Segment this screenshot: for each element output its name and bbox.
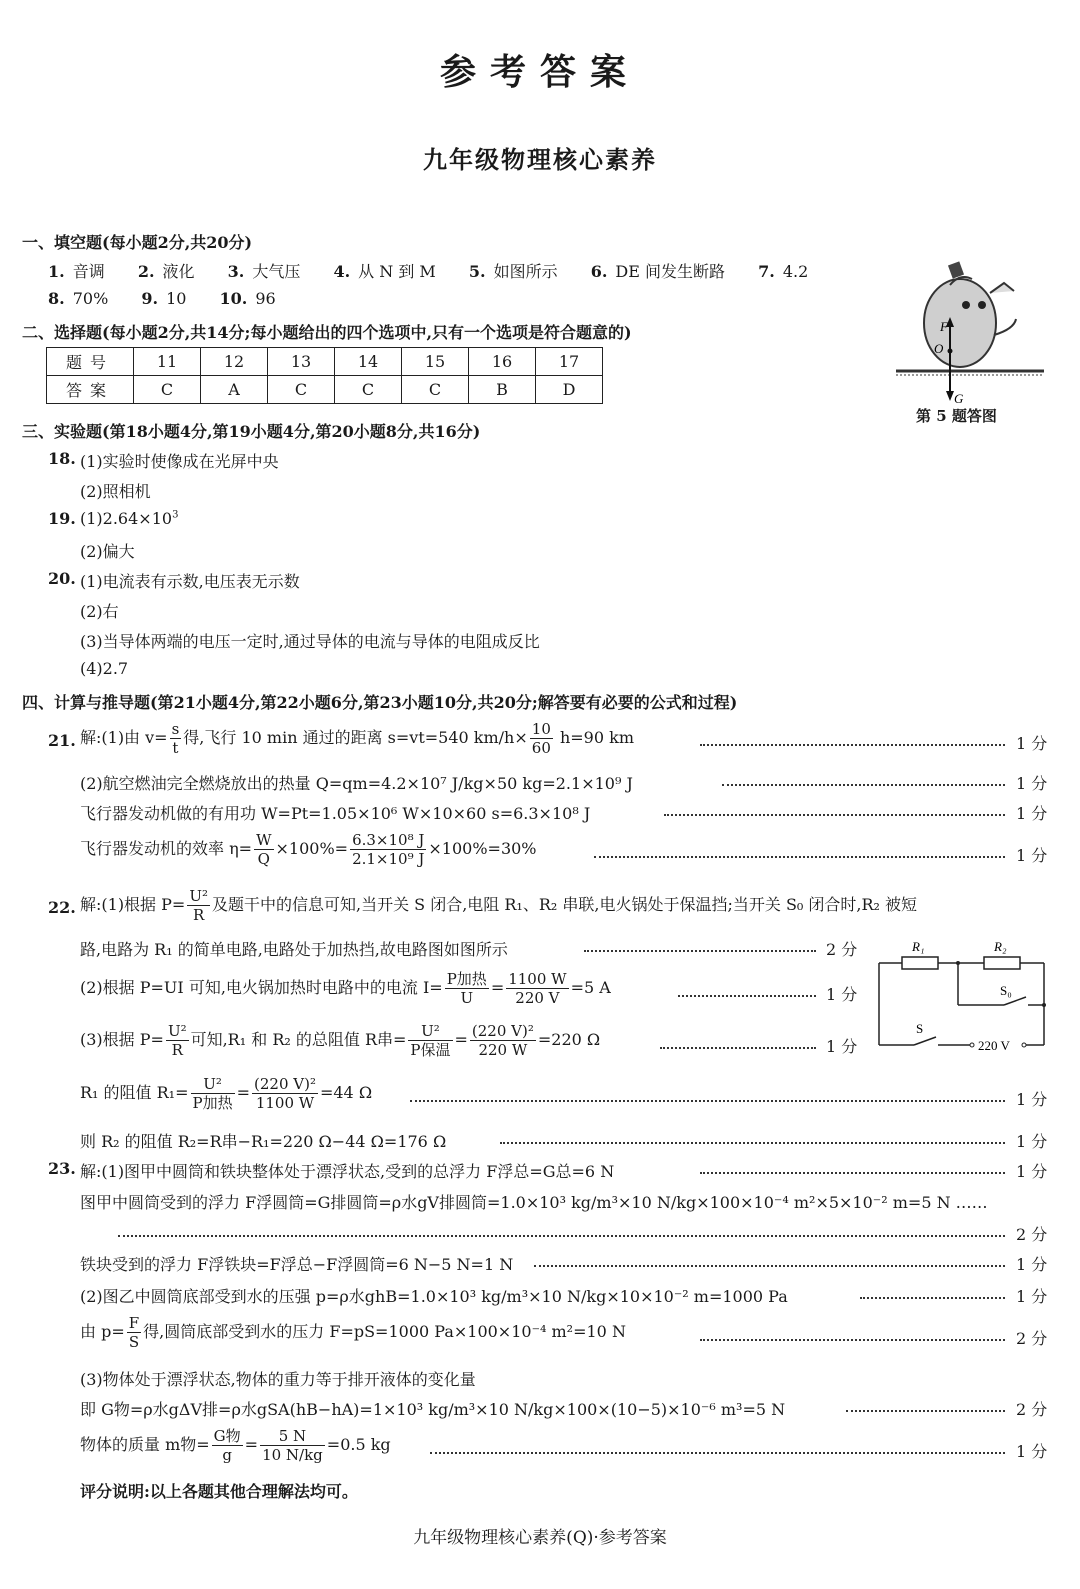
q18-answer-1: (1)实验时使像成在光屏中央 bbox=[80, 452, 279, 471]
switch-s0 bbox=[1004, 997, 1026, 1005]
svg-text:S₀: S₀ bbox=[1000, 983, 1012, 998]
section-experiment-heading: 三、实验题(第18小题4分,第19小题4分,第20小题8分,共16分) bbox=[22, 422, 481, 441]
fill-answer-8: 8. 70% bbox=[48, 289, 109, 308]
q22-score-6: 1 分 bbox=[1016, 1132, 1048, 1151]
q18-answer-2: (2)照相机 bbox=[80, 482, 151, 501]
circuit-diagram bbox=[874, 935, 1054, 1060]
q23-line-7: 即 G物=ρ水gΔV排=ρ水gSA(hB−hA)=1×10³ kg/m³×10 N/kg×100×(10−5)×10⁻⁶ m³=5 N bbox=[80, 1400, 786, 1419]
q22-line-4: (3)根据 P= $\frac{\text{U²}}{R}$ 可知,R₁ 和 R₂ 的总阻值 R串= $\frac{\text{U²}}{\text{P保温}}$ = $\frac{\text{(220 V)²}}{220 W}$ =220 Ω bbox=[80, 1022, 601, 1059]
q20-number: 20. bbox=[48, 569, 76, 588]
q23-score-4: 1 分 bbox=[1016, 1287, 1048, 1306]
fill-answer-5: 5. 如图所示 bbox=[468, 262, 558, 281]
q23-line-1: 解:(1)图甲中圆筒和铁块整体处于漂浮状态,受到的总浮力 F浮总=G总=6 N bbox=[80, 1162, 615, 1181]
section-choice-heading: 二、选择题(每小题2分,共14分;每小题给出的四个选项中,只有一个选项是符合题意的) bbox=[22, 323, 632, 342]
q23-score-2: 2 分 bbox=[1016, 1225, 1048, 1244]
q18-number: 18. bbox=[48, 449, 76, 468]
q21-score-3: 1 分 bbox=[1016, 804, 1048, 823]
q20-answer-4: (4)2.7 bbox=[80, 659, 129, 678]
q21-score-1: 1 分 bbox=[1016, 734, 1048, 753]
fill-answer-7: 7. 4.2 bbox=[758, 262, 809, 281]
q23-line-2: 图甲中圆筒受到的浮力 F浮圆筒=G排圆筒=ρ水gV排圆筒=1.0×10³ kg/m³×10 N/kg×100×10⁻⁴ m²×5×10⁻² m=5 N …… bbox=[80, 1193, 988, 1212]
q21-score-4: 1 分 bbox=[1016, 846, 1048, 865]
q21-line-1: 解:(1)由 v= $\frac{s}{t}$ 得,飞行 10 min 通过的距离 s=vt=540 km/h× $\frac{10}{60}$ h=90 km bbox=[80, 720, 634, 757]
table-row: 答案 C A C C C B D bbox=[47, 376, 603, 404]
fill-answer-10: 10. 96 bbox=[219, 289, 276, 308]
q19-number: 19. bbox=[48, 509, 76, 528]
table-header-cell: 答案 bbox=[47, 376, 134, 404]
q22-number: 22. bbox=[48, 898, 76, 917]
section-fill-heading: 一、填空题(每小题2分,共20分) bbox=[22, 233, 253, 252]
section-calc-heading: 四、计算与推导题(第21小题4分,第22小题6分,第23小题10分,共20分;解答要有必要的公式和过程) bbox=[22, 693, 738, 712]
choice-answer-table bbox=[46, 347, 603, 404]
q23-line-8: 物体的质量 m物= $\frac{\text{G物}}{g}$ = $\frac{5 N}{10 N/kg}$ =0.5 kg bbox=[80, 1427, 391, 1464]
q23-line-3: 铁块受到的浮力 F浮铁块=F浮总−F浮圆筒=6 N−5 N=1 N bbox=[80, 1255, 514, 1274]
question-5-figure bbox=[890, 255, 1050, 405]
page-footer: 九年级物理核心素养(Q)·参考答案 bbox=[413, 1528, 667, 1548]
q22-score-5: 1 分 bbox=[1016, 1090, 1048, 1109]
q23-score-5: 2 分 bbox=[1016, 1329, 1048, 1348]
page-subtitle: 九年级物理核心素养 bbox=[423, 145, 657, 174]
q22-line-3: (2)根据 P=UI 可知,电火锅加热时电路中的电流 I= $\frac{\text{P加热}}{U}$ = $\frac{1100 W}{220 V}$ =5 A bbox=[80, 970, 611, 1007]
fill-answer-3: 3. 大气压 bbox=[227, 262, 301, 281]
q22-line-6: 则 R₂ 的阻值 R₂=R串−R₁=220 Ω−44 Ω=176 Ω bbox=[80, 1132, 447, 1151]
q23-score-3: 1 分 bbox=[1016, 1255, 1048, 1274]
resistor-r2 bbox=[984, 957, 1020, 969]
q23-score-1: 1 分 bbox=[1016, 1162, 1048, 1181]
svg-text:S: S bbox=[916, 1021, 924, 1036]
page-title: 参考答案 bbox=[439, 51, 640, 93]
q23-line-6: (3)物体处于漂浮状态,物体的重力等于排开液体的变化量 bbox=[80, 1370, 476, 1389]
q20-answer-1: (1)电流表有示数,电压表无示数 bbox=[80, 572, 300, 591]
fill-answer-6: 6. DE 间发生断路 bbox=[590, 262, 726, 281]
q23-line-5: 由 p= $\frac{F}{S}$ 得,圆筒底部受到水的压力 F=pS=1000 Pa×100×10⁻⁴ m²=10 N bbox=[80, 1314, 626, 1351]
svg-text:R₁: R₁ bbox=[912, 939, 925, 954]
q20-answer-2: (2)右 bbox=[80, 602, 119, 621]
q22-line-2: 路,电路为 R₁ 的简单电路,电路处于加热挡,故电路图如图所示 bbox=[80, 940, 508, 959]
grading-note: 评分说明:以上各题其他合理解法均可。 bbox=[80, 1482, 358, 1501]
svg-text:R₂: R₂ bbox=[994, 939, 1007, 954]
q23-line-4: (2)图乙中圆筒底部受到水的压强 p=ρ水ghB=1.0×10³ kg/m³×10 N/kg×10×10⁻² m=1000 Pa bbox=[80, 1287, 788, 1306]
q23-score-8: 1 分 bbox=[1016, 1442, 1048, 1461]
figure-5-caption: 第 5 题答图 bbox=[916, 407, 997, 425]
q19-answer-2: (2)偏大 bbox=[80, 542, 135, 561]
q20-answer-3: (3)当导体两端的电压一定时,通过导体的电流与导体的电阻成反比 bbox=[80, 632, 540, 651]
fill-answers-line-1 bbox=[48, 259, 836, 282]
q22-line-1: 解:(1)根据 P= $\frac{\text{U²}}{R}$ 及题干中的信息可知,当开关 S 闭合,电阻 R₁、R₂ 串联,电火锅处于保温挡;当开关 S₀ 闭合时,R₂ 被短 bbox=[80, 887, 918, 924]
switch-s bbox=[914, 1037, 936, 1045]
q22-score-2: 2 分 bbox=[826, 940, 858, 959]
q21-line-3: 飞行器发动机做的有用功 W=Pt=1.05×10⁶ W×10×60 s=6.3×10⁸ J bbox=[80, 804, 591, 823]
q19-answer-1: $(1)2.64\times 10^3$ bbox=[80, 509, 179, 528]
fill-answer-9: 9. 10 bbox=[141, 289, 187, 308]
q21-line-2: (2)航空燃油完全燃烧放出的热量 Q=qm=4.2×10⁷ J/kg×50 kg=2.1×10⁹ J bbox=[80, 774, 633, 793]
fill-answers-line-2 bbox=[48, 289, 304, 308]
svg-text:F: F bbox=[940, 319, 948, 334]
fill-answer-1: 1. 音调 bbox=[48, 262, 105, 281]
q21-number: 21. bbox=[48, 731, 76, 750]
q22-score-3: 1 分 bbox=[826, 985, 858, 1004]
table-row: 题号 11 12 13 14 15 16 17 bbox=[47, 348, 603, 376]
q23-number: 23. bbox=[48, 1159, 76, 1178]
table-header-cell: 题号 bbox=[47, 348, 134, 376]
q22-line-5: R₁ 的阻值 R₁= $\frac{\text{U²}}{\text{P加热}}$ = $\frac{\text{(220 V)²}}{1100 W}$ =44 Ω bbox=[80, 1075, 373, 1112]
svg-text:220 V: 220 V bbox=[978, 1038, 1010, 1053]
svg-text:G: G bbox=[954, 391, 964, 405]
q23-score-7: 2 分 bbox=[1016, 1400, 1048, 1419]
resistor-r1 bbox=[902, 957, 938, 969]
q21-line-4: 飞行器发动机的效率 η= $\frac{W}{Q}$ ×100%= $\frac{\text{6.3×10⁸ J}}{\text{2.1×10⁹ J}}$ ×100%=30% bbox=[80, 831, 537, 868]
fill-answer-2: 2. 液化 bbox=[137, 262, 195, 281]
fill-answer-4: 4. 从 N 到 M bbox=[333, 262, 436, 281]
q21-score-2: 1 分 bbox=[1016, 774, 1048, 793]
q22-score-4: 1 分 bbox=[826, 1037, 858, 1056]
svg-text:O: O bbox=[934, 341, 944, 356]
